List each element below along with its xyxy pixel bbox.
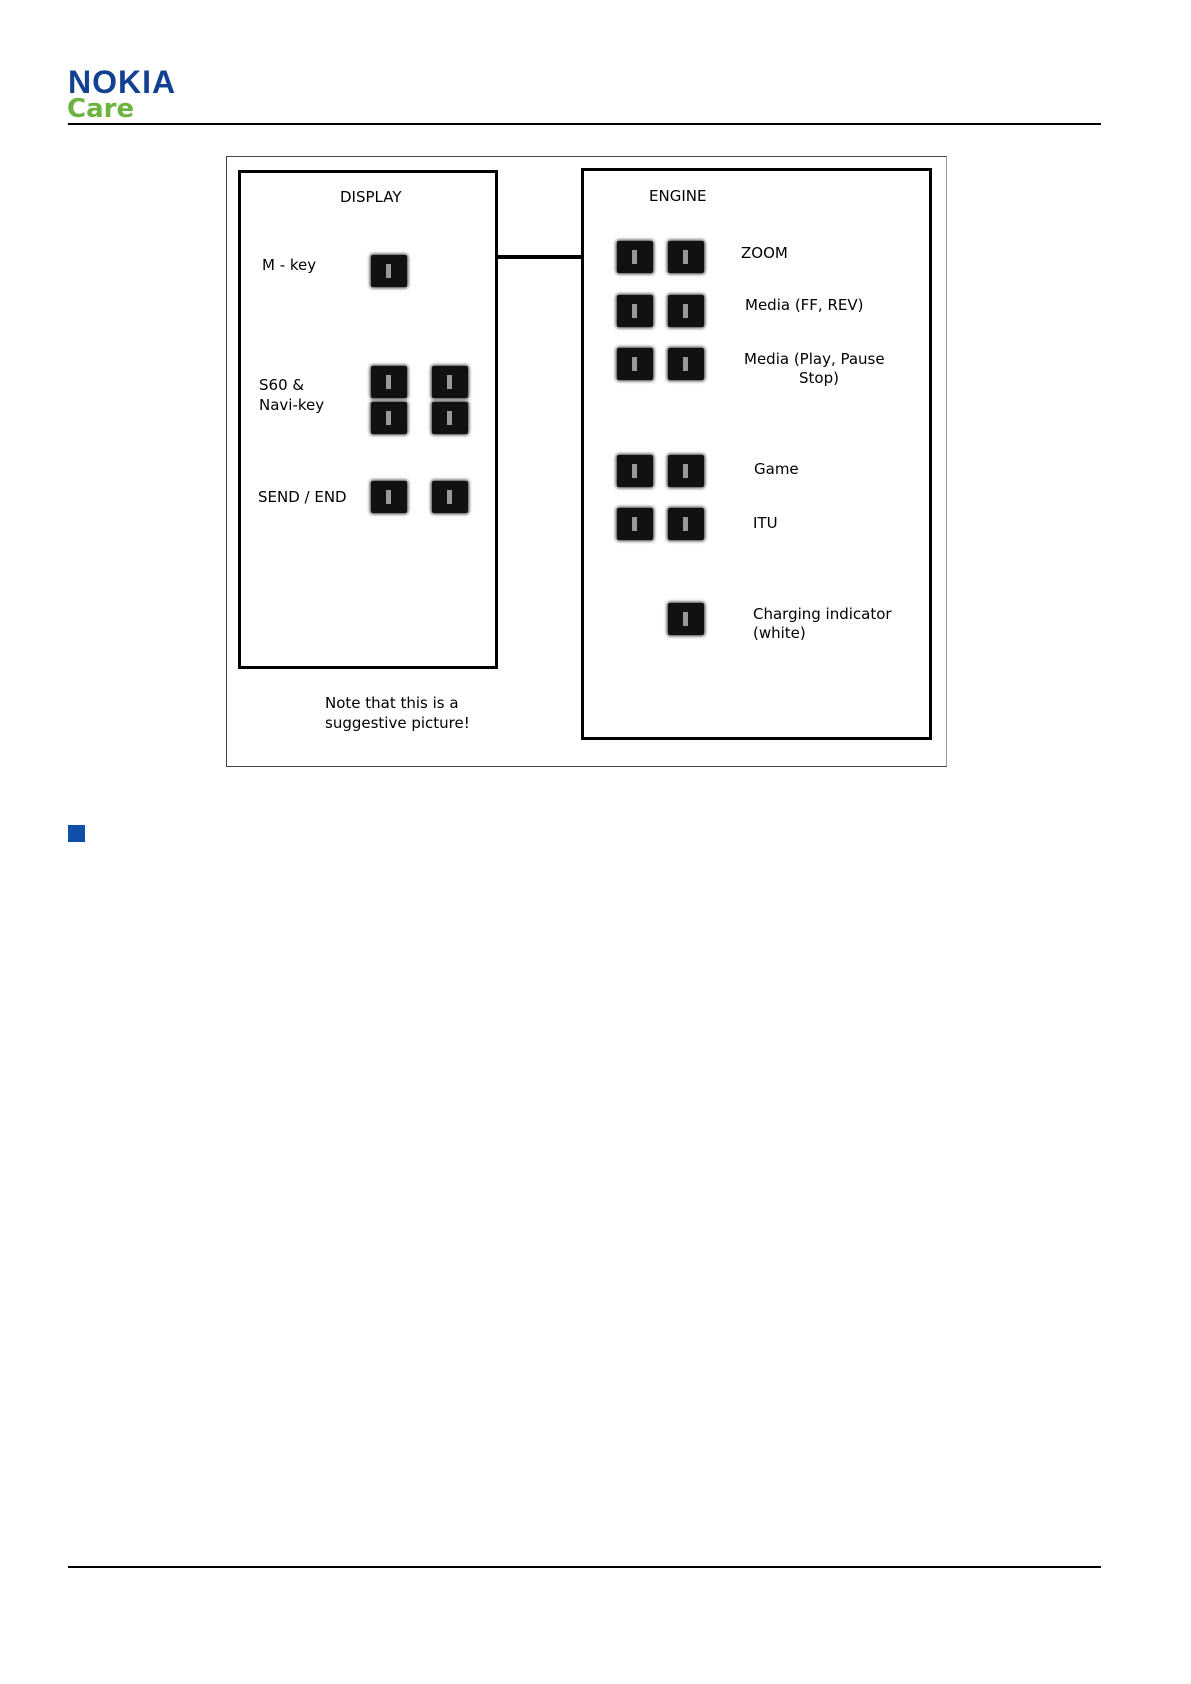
charging-label-line2: (white) — [753, 624, 806, 642]
mkey-label: M - key — [262, 256, 317, 274]
led-media-play-1 — [617, 348, 653, 380]
led-itu-1 — [617, 508, 653, 540]
media-play-label-line1: Media (Play, Pause — [744, 350, 885, 368]
care-logo: Care — [67, 94, 135, 124]
led-s60-2 — [432, 366, 468, 398]
charging-label-line1: Charging indicator — [753, 605, 892, 623]
itu-label: ITU — [753, 514, 778, 532]
led-media-play-2 — [668, 348, 704, 380]
send-end-label: SEND / END — [258, 488, 347, 506]
s60-label-line2: Navi-key — [259, 396, 325, 414]
game-label: Game — [754, 460, 799, 478]
led-game-2 — [668, 455, 704, 487]
led-media-ff-1 — [617, 295, 653, 327]
keypad-led-figure — [226, 156, 947, 767]
led-s60-3 — [371, 402, 407, 434]
header-rule — [68, 123, 1101, 125]
media-ff-label: Media (FF, REV) — [745, 296, 864, 314]
nokia-logo: NOKIA — [68, 64, 177, 100]
led-zoom-2 — [668, 241, 704, 273]
note-line1: Note that this is a — [325, 694, 459, 712]
media-play-label-line2: Stop) — [799, 369, 839, 387]
panel-connector — [495, 255, 581, 259]
display-title: DISPLAY — [340, 188, 402, 206]
note-line2: suggestive picture! — [325, 714, 470, 732]
led-charging — [668, 603, 704, 635]
led-mkey — [371, 255, 407, 287]
led-s60-4 — [432, 402, 468, 434]
led-send — [371, 481, 407, 513]
led-game-1 — [617, 455, 653, 487]
s60-label-line1: S60 & — [259, 376, 305, 394]
zoom-label: ZOOM — [741, 244, 788, 262]
led-s60-1 — [371, 366, 407, 398]
led-end — [432, 481, 468, 513]
led-zoom-1 — [617, 241, 653, 273]
section-bullet-icon — [68, 825, 85, 842]
led-media-ff-2 — [668, 295, 704, 327]
footer-rule — [68, 1566, 1101, 1568]
led-itu-2 — [668, 508, 704, 540]
engine-title: ENGINE — [649, 187, 707, 205]
